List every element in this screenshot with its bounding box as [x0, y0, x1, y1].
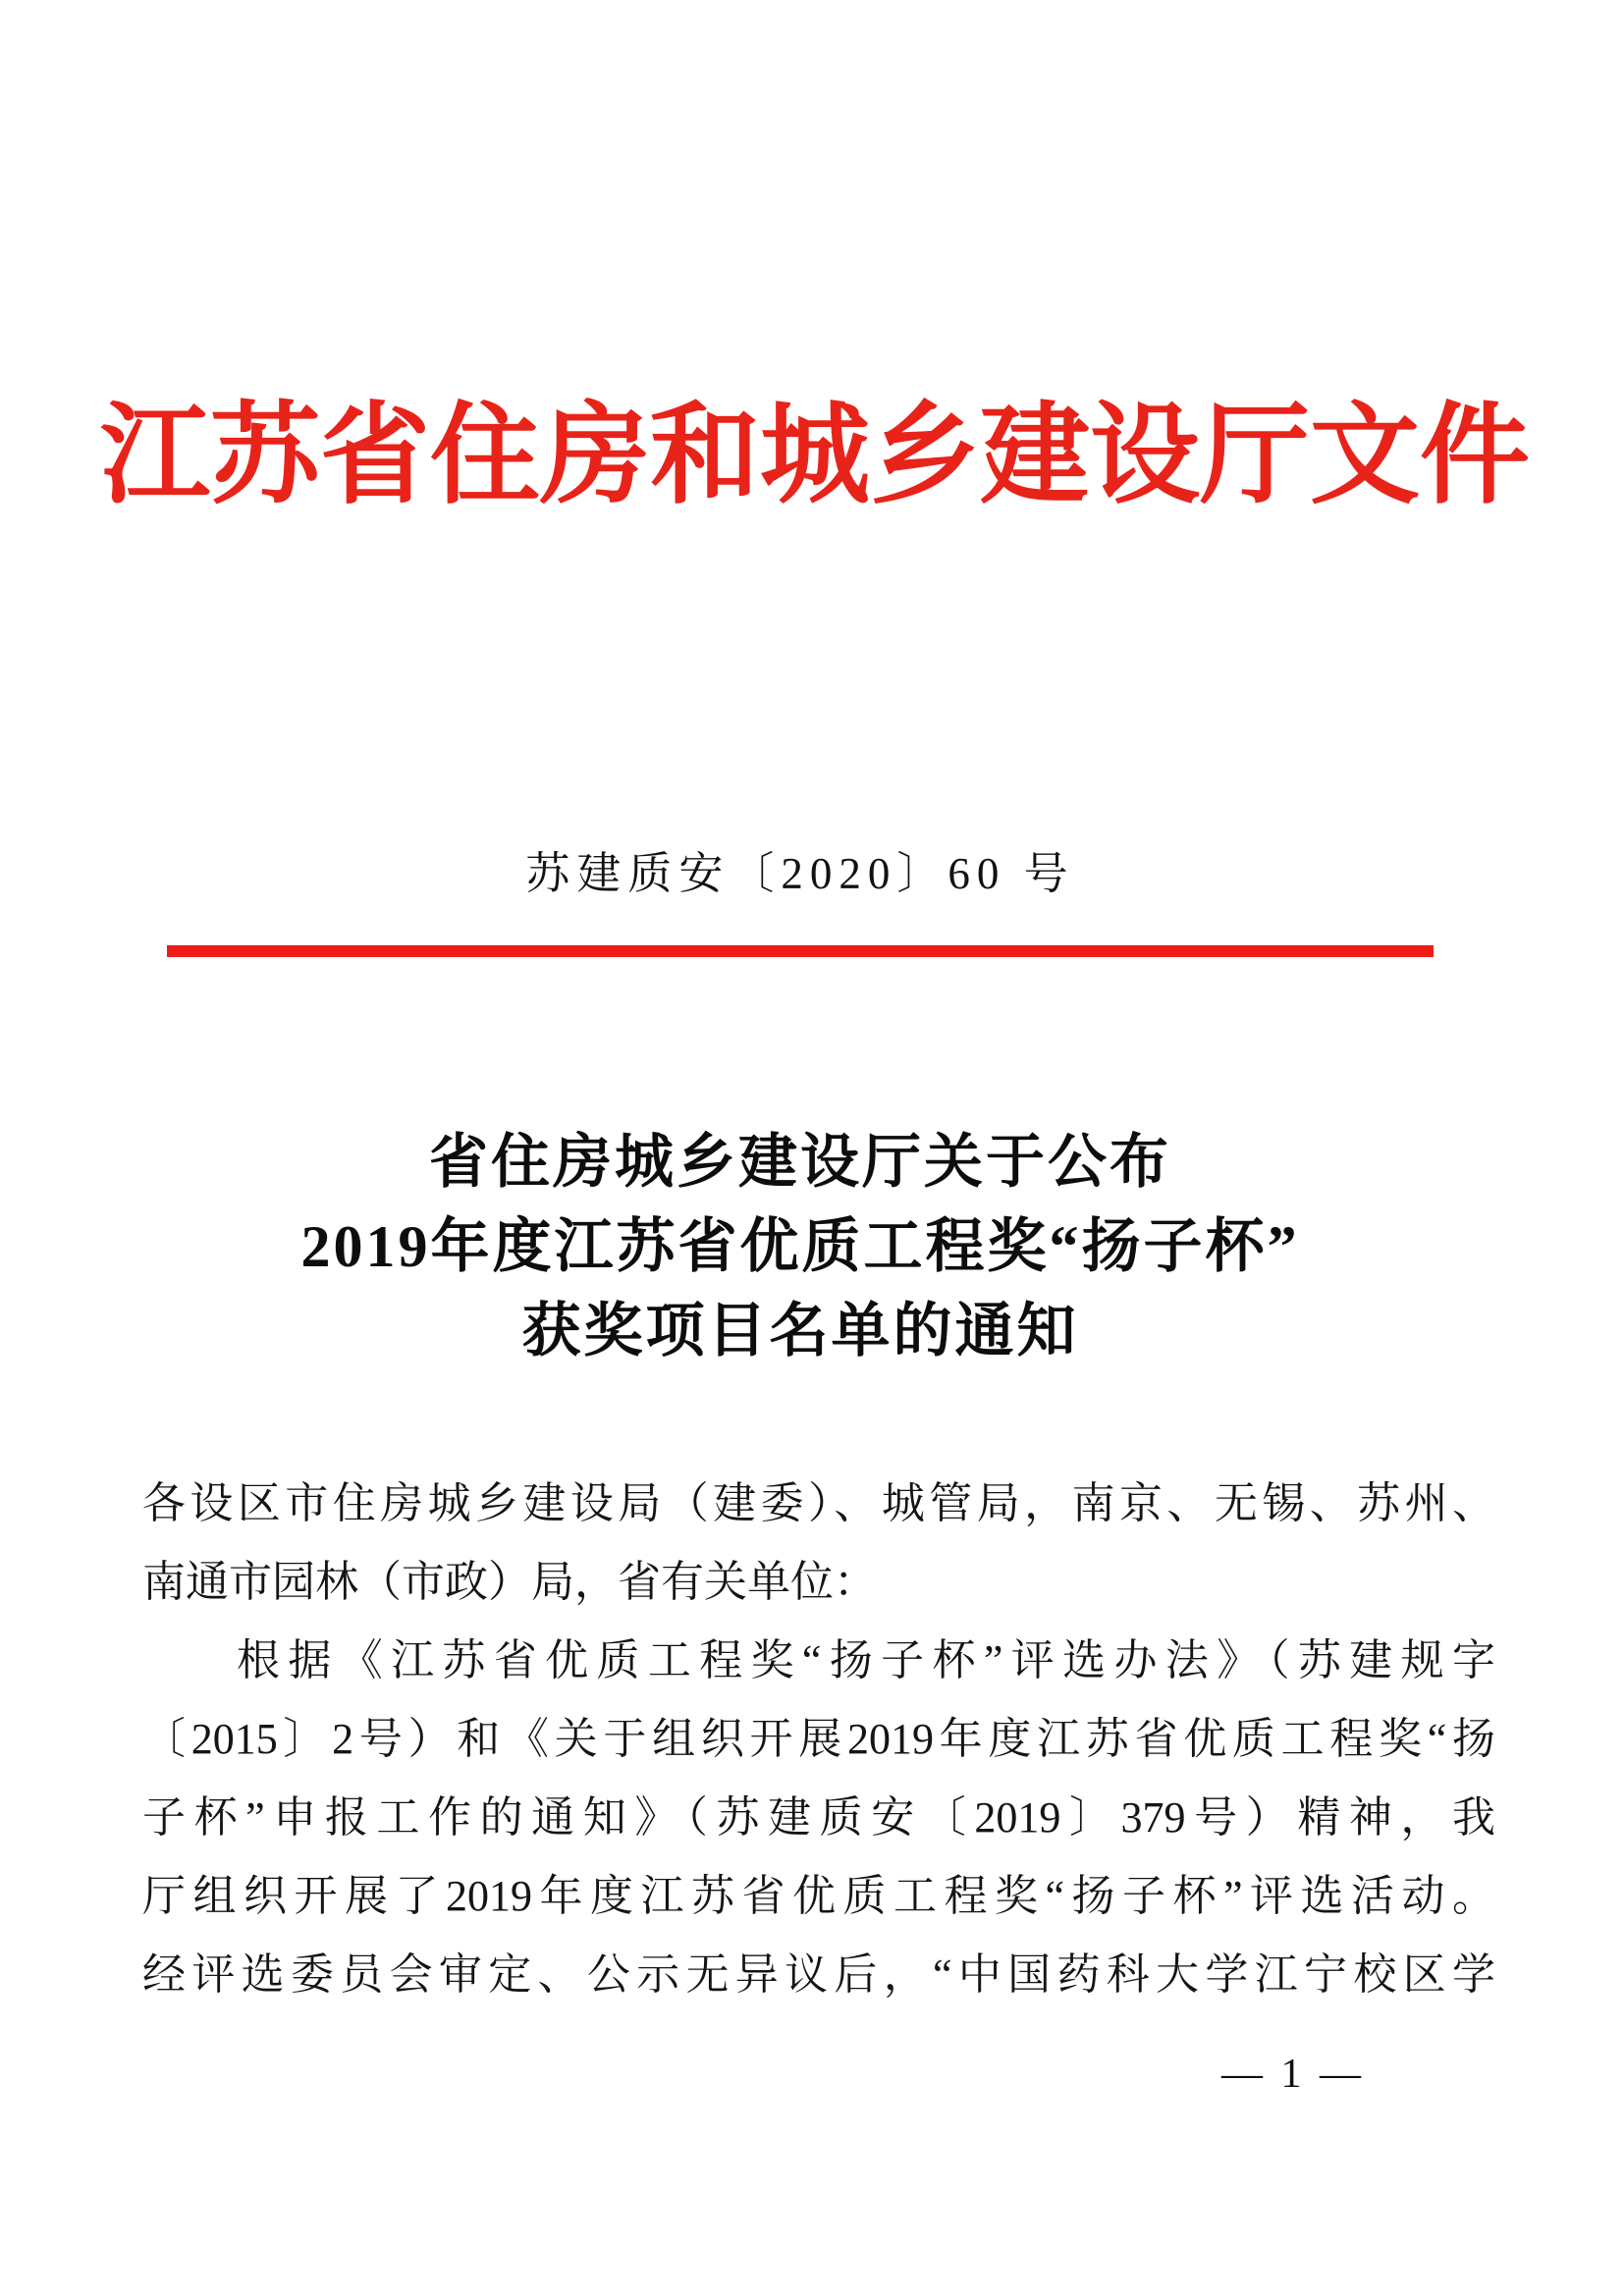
- document-title: [167, 1120, 1434, 1373]
- body-line-1: 各设区市住房城乡建设局（建委）、城管局，南京、无锡、苏州、: [142, 1479, 1495, 1527]
- letterhead-title: 江苏省住房和城乡建设厅文件: [100, 396, 1530, 517]
- page-number: — 1 —: [1221, 2052, 1365, 2097]
- body-line-3: 根据《江苏省优质工程奖“扬子杯”评选办法》（苏建规字: [237, 1636, 1495, 1684]
- body-line-7: 经评选委员会审定、公示无异议后，“中国药科大学江宁校区学: [142, 1950, 1495, 1999]
- body-line-4: 〔2015〕2号）和《关于组织开展2019年度江苏省优质工程奖“扬: [142, 1715, 1495, 1763]
- body-line-5: 子杯”申报工作的通知》（苏建质安〔2019〕379号）精神，我: [142, 1793, 1495, 1842]
- body-line-6: 厅组织开展了2019年度江苏省优质工程奖“扬子杯”评选活动。: [142, 1872, 1495, 1920]
- document-number: 苏建质安〔2020〕60 号: [525, 849, 1075, 898]
- document-title-line-3: 获奖项目名单的通知: [521, 1299, 1079, 1363]
- body-line-2: 南通市园林（市政）局，省有关单位：: [142, 1558, 877, 1606]
- red-divider-line: [167, 945, 1434, 957]
- document-title-line-2: 2019年度江苏省优质工程奖“扬子杯”: [300, 1214, 1300, 1279]
- document-body: [142, 1465, 1495, 2014]
- document-title-line-1: 省住房城乡建设厅关于公布: [429, 1130, 1171, 1195]
